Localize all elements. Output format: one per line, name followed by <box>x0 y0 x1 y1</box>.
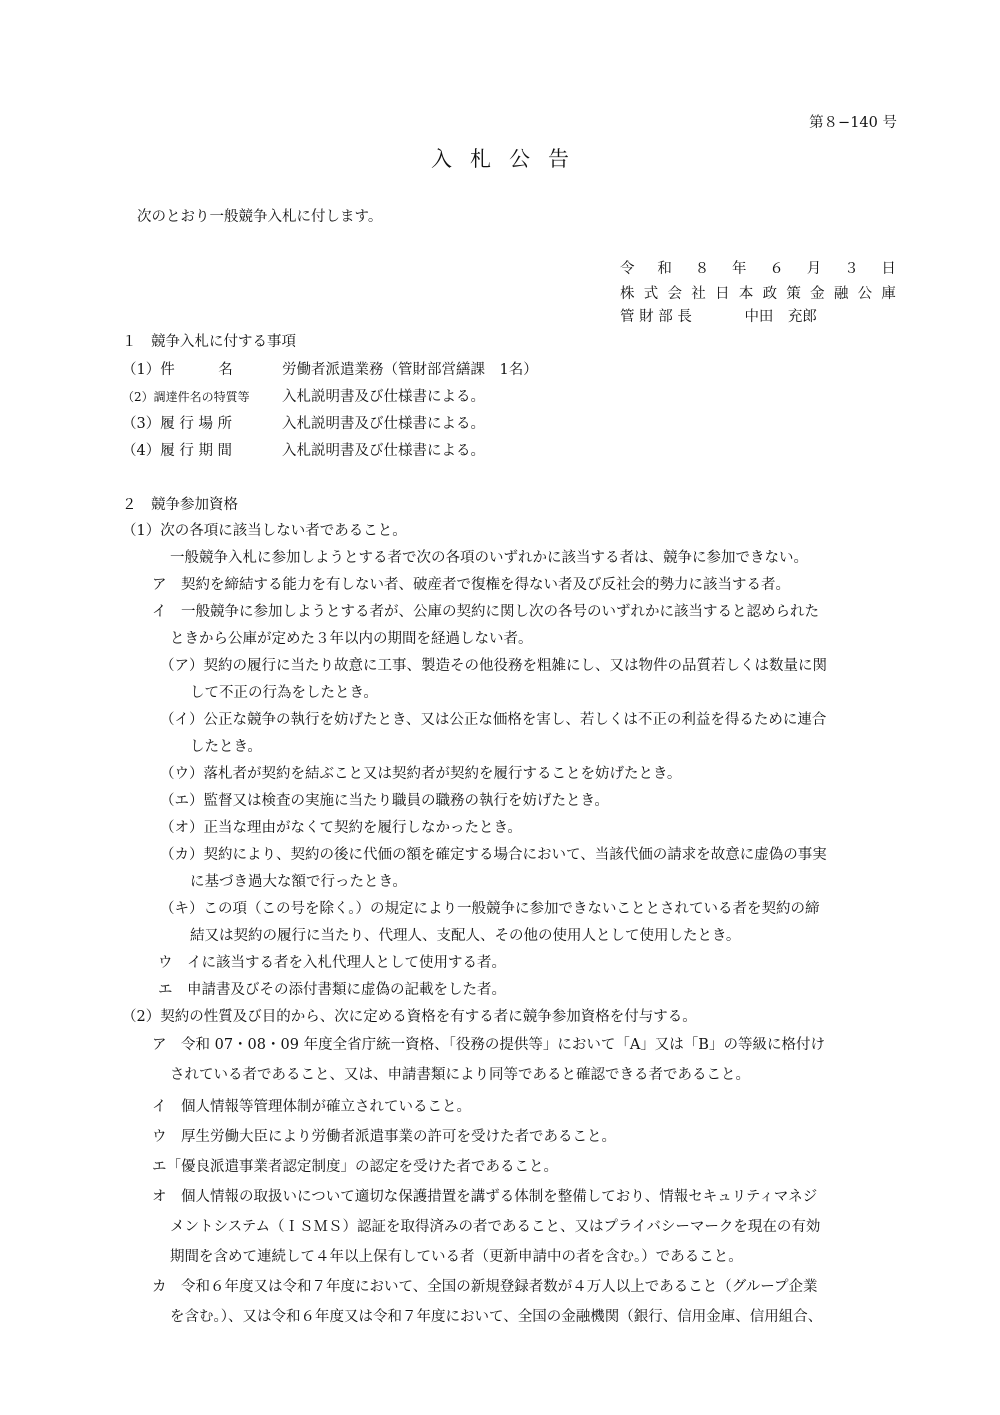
body-line: （イ）公正な競争の執行を妨げたとき、又は公正な価格を害し、若しくは不正の利益を得るために連合 <box>160 712 827 728</box>
body-line: （オ）正当な理由がなくて契約を履行しなかったとき。 <box>160 820 522 836</box>
body-line: （1）次の各項に該当しない者であること。 <box>122 523 407 539</box>
section1-item <box>122 413 485 435</box>
body-line: に基づき過大な額で行ったとき。 <box>190 874 407 890</box>
document-number: 第８−140 号 <box>809 115 897 131</box>
item-label: （3）履 行 場 所 <box>122 416 233 432</box>
body-line: イ 一般競争に参加しようとする者が、公庫の契約に関し次の各号のいずれかに該当すると認められた <box>152 604 819 620</box>
body-line: したとき。 <box>190 739 262 755</box>
section1-heading: １ 競争入札に付する事項 <box>122 334 296 350</box>
org-char: 社 <box>691 286 706 302</box>
body-line: オ 個人情報の取扱いについて適切な保護措置を講ずる体制を整備しており、情報セキュリティマネジ <box>152 1189 818 1205</box>
intro-text: 次のとおり一般競争入札に付します。 <box>137 209 383 225</box>
body-line: 期間を含めて連続して４年以上保有している者（更新申請中の者を含む。）であること。 <box>170 1249 743 1265</box>
body-line: （2）契約の性質及び目的から、次に定める資格を有する者に競争参加資格を付与する。 <box>122 1009 697 1025</box>
org-char: 会 <box>667 286 683 302</box>
body-line: メントシステム（ＩＳＭＳ）認証を取得済みの者であること、又はプライバシーマークを現在の有効 <box>170 1219 821 1235</box>
body-line: （ア）契約の履行に当たり故意に工事、製造その他役務を粗雑にし、又は物件の品質若しくは数量に関 <box>160 658 827 674</box>
body-line: ときから公庫が定めた３年以内の期間を経過しない者。 <box>170 631 533 647</box>
item-label: （2）調達件名の特質等 <box>122 390 250 404</box>
item-value: 入札説明書及び仕様書による。 <box>282 389 485 405</box>
body-line: 一般競争入札に参加しようとする者で次の各項のいずれかに該当する者は、競争に参加できない。 <box>170 550 808 566</box>
body-line: して不正の行為をしたとき。 <box>190 685 378 701</box>
body-line: ウ イに該当する者を入札代理人として使用する者。 <box>158 955 506 971</box>
body-line: ウ 厚生労働大臣により労働者派遣事業の許可を受けた者であること。 <box>152 1129 616 1145</box>
date-char: 日 <box>881 261 896 277</box>
org-char: 政 <box>762 286 778 302</box>
org-char: 公 <box>857 286 873 302</box>
body-line: （ウ）落札者が契約を結ぶこと又は契約者が契約を履行することを妨げたとき。 <box>160 766 682 782</box>
org-char: 策 <box>786 286 801 302</box>
org-char: 本 <box>738 286 754 302</box>
issuer-title: 管 財 部 長 <box>620 309 692 325</box>
issue-date <box>620 258 896 280</box>
org-char: 式 <box>643 286 659 302</box>
date-char: ８ <box>694 261 710 277</box>
section1-item <box>122 359 538 381</box>
body-line: ア 令和 07・08・09 年度全省庁統一資格、「役務の提供等」において「A」又は「B」の等級に格付け <box>152 1037 825 1053</box>
body-line: されている者であること、又は、申請書類により同等であると確認できる者であること。 <box>170 1067 750 1083</box>
body-line: カ 令和６年度又は令和７年度において、全国の新規登録者数が４万人以上であること（グループ企業 <box>152 1279 818 1295</box>
date-char: 令 <box>620 261 635 277</box>
date-char: ６ <box>769 261 784 277</box>
date-char: 和 <box>657 261 672 277</box>
issuer-organization <box>620 283 896 305</box>
item-value: 入札説明書及び仕様書による。 <box>282 443 485 459</box>
body-line: （カ）契約により、契約の後に代価の額を確定する場合において、当該代価の請求を故意に虚偽の事実 <box>160 847 827 863</box>
body-line: エ「優良派遣事業者認定制度」の認定を受けた者であること。 <box>152 1159 558 1175</box>
org-char: 融 <box>833 286 849 302</box>
body-line: （キ）この項（この号を除く。）の規定により一般競争に参加できないこととされている者を契約の締 <box>160 901 820 917</box>
body-line: 結又は契約の履行に当たり、代理人、支配人、その他の使用人として使用したとき。 <box>190 928 741 944</box>
item-label: （4）履 行 期 間 <box>122 443 233 459</box>
issuer-signatory <box>620 306 817 328</box>
item-value: 労働者派遣業務（管財部営繕課 1名） <box>282 362 538 378</box>
org-char: 金 <box>810 286 825 302</box>
issuer-name: 中田 充郎 <box>744 309 817 325</box>
section2-heading: ２ 競争参加資格 <box>122 497 238 513</box>
org-char: 株 <box>620 286 635 302</box>
section1-item <box>122 440 485 462</box>
body-line: エ 申請書及びその添付書類に虚偽の記載をした者。 <box>158 982 506 998</box>
org-char: 日 <box>715 286 730 302</box>
date-char: ３ <box>844 261 859 277</box>
item-label: （1）件 名 <box>122 362 233 378</box>
section1-item <box>122 386 485 408</box>
document-title: 入札公告 <box>431 147 587 171</box>
item-value: 入札説明書及び仕様書による。 <box>282 416 485 432</box>
body-line: を含む。）、又は令和６年度又は令和７年度において、全国の金融機関（銀行、信用金庫、信用組合、 <box>170 1309 823 1325</box>
body-line: ア 契約を締結する能力を有しない者、破産者で復権を得ない者及び反社会的勢力に該当する者。 <box>152 577 790 593</box>
body-line: （エ）監督又は検査の実施に当たり職員の職務の執行を妨げたとき。 <box>160 793 609 809</box>
date-char: 年 <box>732 261 747 277</box>
date-char: 月 <box>806 261 822 277</box>
body-line: イ 個人情報等管理体制が確立されていること。 <box>152 1099 471 1115</box>
org-char: 庫 <box>881 286 896 302</box>
